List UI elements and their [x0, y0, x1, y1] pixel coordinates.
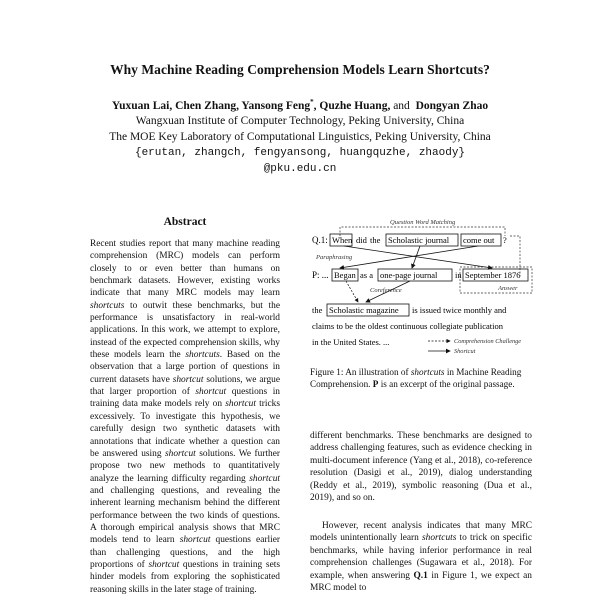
q-scholastic-journal: Scholastic journal [388, 235, 450, 245]
arrow-comeout-to-began [340, 246, 478, 268]
abstract-heading: Abstract [163, 216, 207, 228]
author-names-part2: , Quzhe Huang, [313, 99, 391, 112]
l3-rest: is issued twice monthly and [412, 305, 507, 315]
affiliation-1: Wangxuan Institute of Computer Technology, Peking University, China [135, 115, 465, 127]
abstract-body: Recent studies report that many machine reading comprehension (MRC) models can perform closely to or even better than humans on benchmark datasets. However, existing works indicate that many MRC models may learn shortcuts to outwit these benchmarks, but the performance is unsatisfactory in real-world applications. In this work, we attempt to explore, instead of the expected comprehension skills, why these models learn the shortcuts. Based on the observation that a large portion of questions in current datasets have shortcut solutions, we argue that larger proportion of shortcut questions in training data make models rely on shortcut tricks excessively. To investigate this hypothesis, we carefully design two synthetic datasets with annotations that indicate whether a question can be answered using shortcut solutions. We further propose two new methods to quantitatively analyze the learning difficulty regarding shortcut and challenging questions, and revealing the inherent learning mechanism behind the different performance between the two kinds of questions. A thorough empirical analysis shows that MRC models tend to learn shortcut questions earlier than challenging questions, and the high proportions of shortcut questions in training sets hinder models from exploring the sophisticated reasoning skills in the later stage of training. [90, 239, 280, 595]
arrow-when-to-sept [344, 246, 492, 268]
legend-shortcut-label: Shortcut [454, 348, 476, 355]
affiliation-2: The MOE Key Laboratory of Computational Linguistics, Peking University, China [109, 131, 491, 143]
figure-1-diagram [300, 212, 540, 360]
l3-the: the [312, 305, 323, 315]
q-word-the: the [370, 235, 381, 245]
label-answer: Answer [498, 285, 518, 292]
q-come-out: come out [463, 235, 495, 245]
right-paragraph-1: different benchmarks. These benchmarks are designed to address challenging features, such as evidence checking in multi-document inference (Yang et al., 2018), co-reference resolution (Dasigi et al., 2019), dialog understanding (Reddy et al., 2019), symbolic reasoning (Dua et al., 2019), and so on. [310, 431, 532, 504]
passage-label: P: ... [312, 270, 329, 280]
corresponding-mark: * [310, 98, 314, 106]
p-began: Began [334, 270, 356, 280]
l5-text: in the United States. ... [312, 337, 390, 347]
q-word-when: When [332, 235, 353, 245]
arrow-dashed-coref [346, 281, 358, 302]
author-names-part1: Yuxuan Lai, Chen Zhang, Yansong Feng [111, 99, 311, 112]
label-coreference: Coreference [370, 287, 402, 294]
paper-title: Why Machine Reading Comprehension Models Learn Shortcuts? [110, 62, 490, 77]
right-paragraph-2: However, recent analysis indicates that many MRC models unintentionally learn shortcuts to trick on specific benchmarks, while having inferior performance in real comprehension challenges (Sugawara et al., 2018). For example, when answering Q.1 in Figure 1, we expect an MRC model to [310, 521, 532, 594]
label-question-word-matching: Question Word Matching [390, 219, 456, 226]
p-september-1876: September 1876 [465, 270, 521, 280]
q-mark: ? [503, 235, 507, 245]
author-names-part3: Dongyan Zhao [415, 99, 489, 112]
author-and: and [393, 99, 410, 112]
question-label: Q.1: [312, 235, 328, 245]
figure-caption: Figure 1: An illustration of shortcuts in Machine Reading Comprehension. P is an excerpt of the original passage. [310, 367, 522, 389]
legend-challenge-label: Comprehension Challenge [454, 338, 522, 345]
q-word-did: did [356, 235, 367, 245]
email-line-1: {erutan, zhangch, fengyansong, huangquzhe, zhaody} [134, 147, 466, 159]
l3-scholastic-magazine: Scholastic magazine [329, 305, 399, 315]
author-list [0, 98, 600, 112]
l4-text: claims to be the oldest continuous collegiate publication [312, 321, 503, 331]
email-line-2: @pku.edu.cn [263, 163, 337, 175]
p-onepage-journal: one-page journal [380, 270, 438, 280]
label-paraphrasing: Paraphrasing [316, 254, 353, 261]
p-as-a: as a [360, 270, 373, 280]
p-in: in [455, 270, 462, 280]
